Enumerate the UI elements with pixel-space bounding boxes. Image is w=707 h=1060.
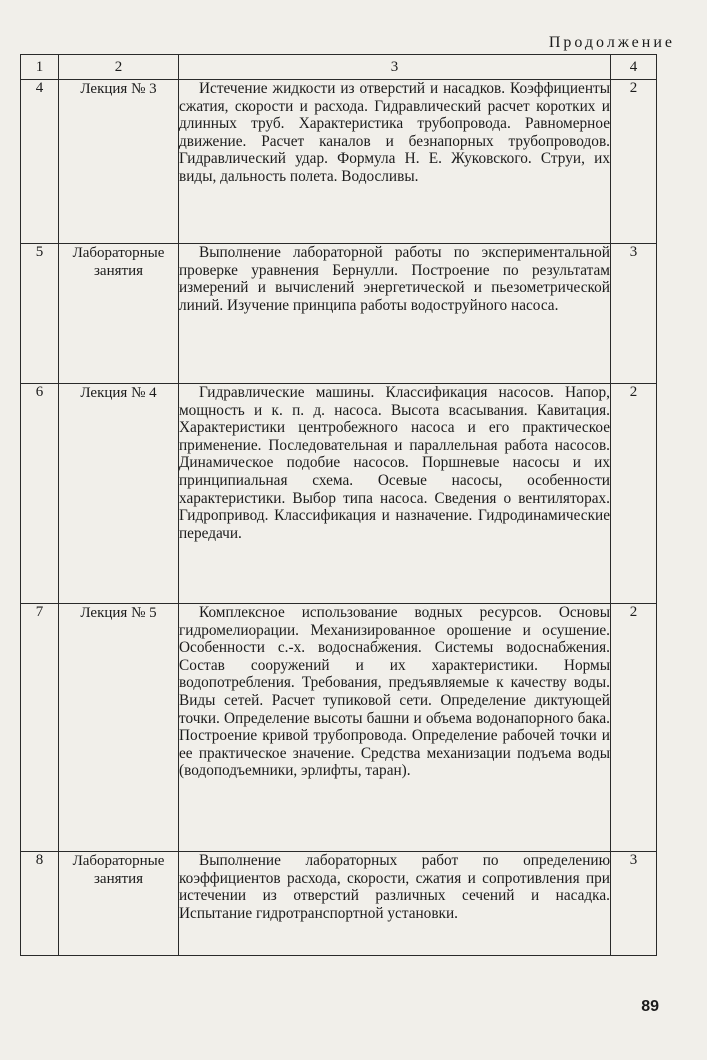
lesson-content [179,244,611,384]
lesson-hours: 3 [611,244,657,384]
table-row [21,244,657,384]
lesson-hours: 3 [611,852,657,956]
column-header: 4 [611,55,657,80]
table-header-row [21,55,657,80]
lesson-type: Лекция № 3 [59,80,179,244]
lesson-hours: 2 [611,604,657,852]
table-row [21,852,657,956]
column-header: 2 [59,55,179,80]
row-number: 5 [21,244,59,384]
lesson-content [179,604,611,852]
table-row [21,604,657,852]
lesson-hours: 2 [611,80,657,244]
lesson-content [179,384,611,604]
lesson-content-text: Гидравлические машины. Классификация насосов. Напор, мощность и к. п. д. насоса. Высота всасывания. Кавитация. Характеристики центробежного насоса и его практическое применение. Последовательная и параллельная работа насосов. Динамическое подобие насосов. Поршневые насосы и их принципиальная схема. Осевые насосы, особенности характеристики. Выбор типа насоса. Сведения о вентиляторах. Гидропривод. Классификация и назначение. Гидродинамические передачи. [179,384,610,542]
lesson-content-text: Выполнение лабораторной работы по экспериментальной проверке уравнения Бернулли. Построение по результатам измерений и вычислений энергетической и пьезометрической линий. Изучение принципа работы водоструйного насоса. [179,244,610,314]
column-header: 1 [21,55,59,80]
column-header: 3 [179,55,611,80]
row-number: 7 [21,604,59,852]
table-row [21,80,657,244]
lesson-content-text: Выполнение лабораторных работ по определению коэффициентов расхода, скорости, сжатия и сопротивления при истечении из отверстий различных сечений и насадка. Испытание гидротранспортной установки. [179,852,610,922]
lesson-content-text: Комплексное использование водных ресурсов. Основы гидромелиорации. Механизированное орошение и осушение. Особенности с.-х. водоснабжения. Системы водоснабжения. Состав сооружений и их характеристики. Нормы водопотребления. Требования, предъявляемые к качеству воды. Виды сетей. Расчет тупиковой сети. Определение диктующей точки. Определение высоты башни и объема водонапорного бака. Построение кривой трубопровода. Определение рабочей точки и ее практическое значение. Средства механизации подъема воды (водоподъемники, эрлифты, таран). [179,604,610,780]
row-number: 8 [21,852,59,956]
row-number: 4 [21,80,59,244]
page-number: 89 [641,998,659,1015]
table-row [21,384,657,604]
lesson-content [179,80,611,244]
continuation-label: Продолжение [548,34,675,51]
row-number: 6 [21,384,59,604]
lesson-type: Лабораторные занятия [59,244,179,384]
curriculum-table [20,54,657,956]
lesson-type: Лабораторные занятия [59,852,179,956]
lesson-content [179,852,611,956]
lesson-type: Лекция № 5 [59,604,179,852]
lesson-content-text: Истечение жидкости из отверстий и насадков. Коэффициенты сжатия, скорости и расхода. Гидравлический расчет коротких и длинных труб. Характеристика трубопровода. Равномерное движение. Расчет каналов и безнапорных трубопроводов. Гидравлический удар. Формула Н. Е. Жуковского. Струи, их виды, дальность полета. Водосливы. [179,80,610,185]
lesson-hours: 2 [611,384,657,604]
lesson-type: Лекция № 4 [59,384,179,604]
